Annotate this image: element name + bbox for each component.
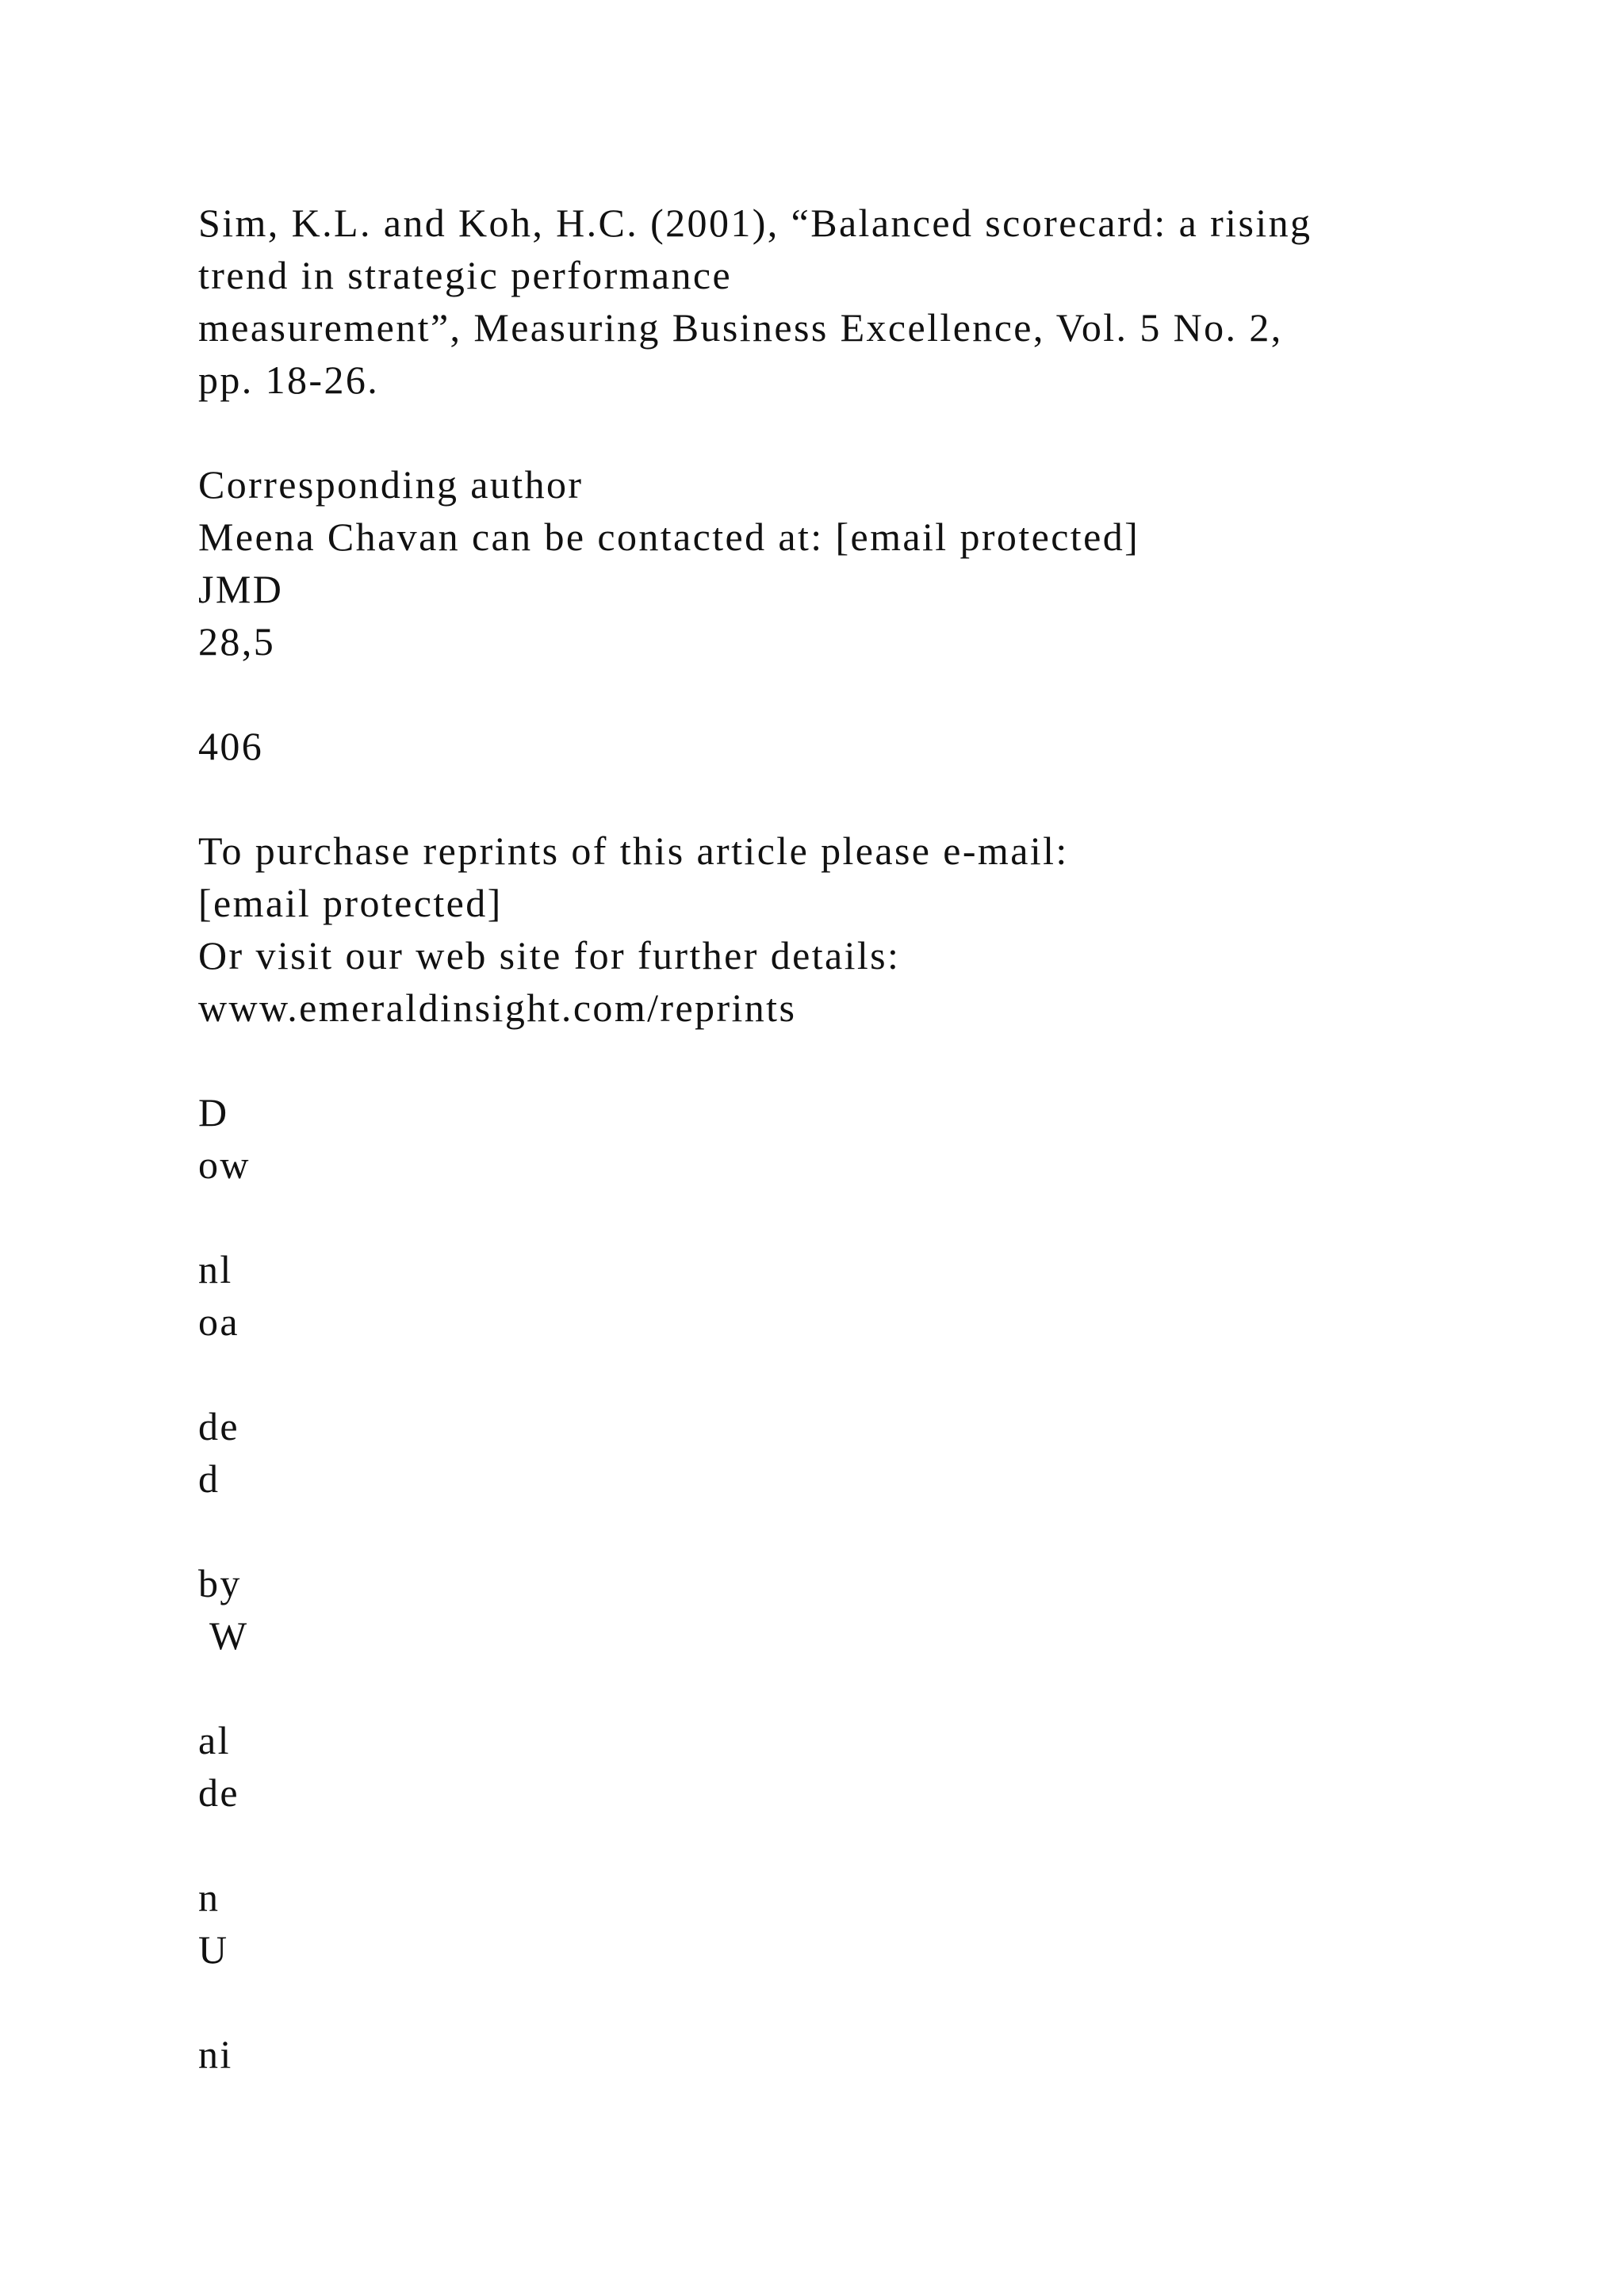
- watermark-fragment: ni: [198, 2032, 233, 2076]
- reference-line-3: measurement”, Measuring Business Excellence, Vol. 5 No. 2,: [198, 305, 1283, 350]
- watermark-fragment: de: [198, 1404, 239, 1448]
- watermark-fragment: oa: [198, 1299, 239, 1344]
- author-contact: Meena Chavan can be contacted at: [email protected]: [198, 515, 1140, 559]
- watermark-fragment: nl: [198, 1247, 233, 1292]
- journal-code: JMD: [198, 567, 284, 611]
- reprints-email: [email protected]: [198, 881, 503, 925]
- watermark-fragment: ow: [198, 1142, 251, 1187]
- reference-line-4: pp. 18-26.: [198, 358, 380, 402]
- corresponding-author-heading: Corresponding author: [198, 462, 584, 507]
- watermark-fragment: de: [198, 1770, 239, 1815]
- watermark-fragment: by: [198, 1561, 242, 1605]
- watermark-fragment: d: [198, 1456, 220, 1501]
- watermark-fragment: W: [198, 1613, 249, 1658]
- journal-volume-issue: 28,5: [198, 619, 276, 664]
- reprints-url: www.emeraldinsight.com/reprints: [198, 985, 797, 1030]
- watermark-fragment: n: [198, 1875, 220, 1919]
- reprints-line-1: To purchase reprints of this article please e-mail:: [198, 828, 1069, 873]
- watermark-fragment: U: [198, 1927, 229, 1972]
- reference-line-2: trend in strategic performance: [198, 253, 733, 297]
- page-number: 406: [198, 724, 264, 768]
- reprints-line-3: Or visit our web site for further details:: [198, 933, 901, 978]
- reference-line-1: Sim, K.L. and Koh, H.C. (2001), “Balanced scorecard: a rising: [198, 201, 1312, 245]
- watermark-fragment: D: [198, 1090, 229, 1135]
- watermark-fragment: al: [198, 1718, 231, 1762]
